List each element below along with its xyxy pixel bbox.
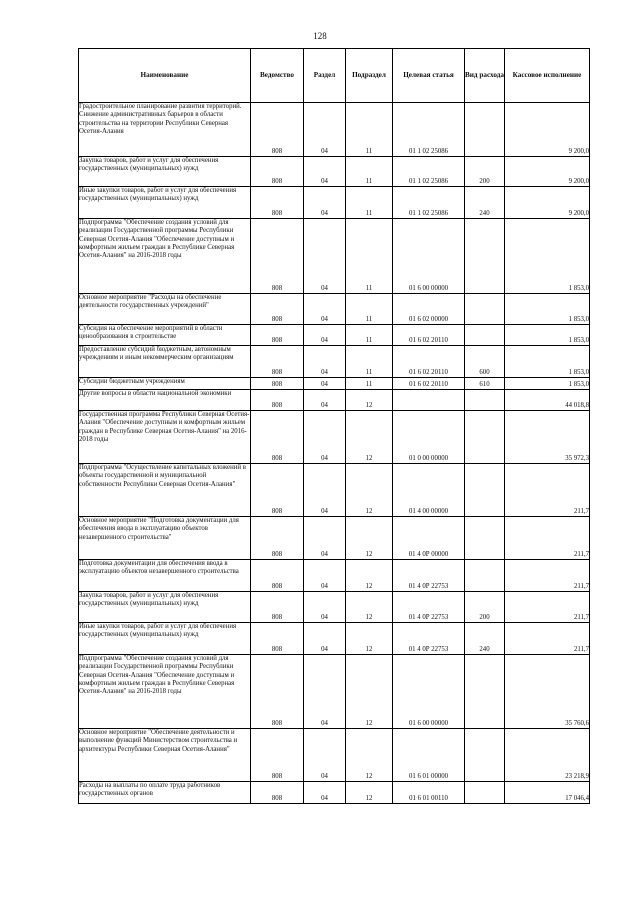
row-name: Подготовка документации для обеспечения ввода в эксплуатацию объектов незавершенного строительства — [79, 560, 251, 592]
table-row — [79, 623, 590, 655]
row-podrazdel: 11 — [346, 346, 393, 378]
row-summa: 211,7 — [505, 623, 590, 655]
row-razdel: 04 — [304, 655, 346, 729]
row-vid-raskhoda — [465, 729, 505, 782]
row-summa: 9 200,0 — [505, 157, 590, 187]
row-summa: 1 853,0 — [505, 346, 590, 378]
row-name: Субсидия на обеспечение мероприятий в области ценообразования в строительстве — [79, 325, 251, 346]
row-vedomstvo: 808 — [251, 464, 304, 517]
row-vid-raskhoda — [465, 325, 505, 346]
row-summa: 1 853,0 — [505, 378, 590, 390]
row-vedomstvo: 808 — [251, 411, 304, 464]
row-celevaya-statya: 01 6 01 00000 — [393, 729, 465, 782]
row-name: Основное мероприятие "Подготовка документации для обеспечения ввода в эксплуатацию объектов незавершенного строительства" — [79, 517, 251, 560]
row-razdel: 04 — [304, 187, 346, 219]
row-podrazdel: 12 — [346, 782, 393, 804]
row-vid-raskhoda: 200 — [465, 157, 505, 187]
row-razdel: 04 — [304, 346, 346, 378]
row-name: Закупка товаров, работ и услуг для обеспечения государственных (муниципальных) нужд — [79, 592, 251, 623]
table-row — [79, 464, 590, 517]
table-row — [79, 592, 590, 623]
row-vid-raskhoda: 240 — [465, 623, 505, 655]
row-vedomstvo: 808 — [251, 782, 304, 804]
row-podrazdel: 12 — [346, 411, 393, 464]
row-podrazdel: 12 — [346, 729, 393, 782]
row-name: Предоставление субсидий бюджетным, автономным учреждениям и иным некоммерческим организациям — [79, 346, 251, 378]
row-podrazdel: 11 — [346, 157, 393, 187]
row-name: Основное мероприятие "Обеспечение деятельности и выполнение функций Министерством строительства и архитектуры Республики Северная Осетия-Алания" — [79, 729, 251, 782]
row-celevaya-statya: 01 6 01 00110 — [393, 782, 465, 804]
row-vedomstvo: 808 — [251, 103, 304, 157]
row-vedomstvo: 808 — [251, 294, 304, 325]
table-row — [79, 103, 590, 157]
row-vedomstvo: 808 — [251, 655, 304, 729]
row-name: Субсидии бюджетным учреждениям — [79, 378, 251, 390]
row-summa: 211,7 — [505, 464, 590, 517]
table-row — [79, 411, 590, 464]
row-razdel: 04 — [304, 390, 346, 411]
row-celevaya-statya: 01 6 00 00000 — [393, 655, 465, 729]
row-celevaya-statya: 01 6 02 20110 — [393, 346, 465, 378]
row-summa: 35 760,6 — [505, 655, 590, 729]
row-celevaya-statya: 01 6 00 00000 — [393, 219, 465, 294]
row-celevaya-statya: 01 1 02 25086 — [393, 103, 465, 157]
row-vid-raskhoda — [465, 560, 505, 592]
header-celevaya-statya: Целевая статья — [393, 49, 465, 103]
budget-execution-table — [78, 48, 590, 804]
row-vid-raskhoda — [465, 411, 505, 464]
row-razdel: 04 — [304, 219, 346, 294]
table-row — [79, 782, 590, 804]
table-row — [79, 219, 590, 294]
row-razdel: 04 — [304, 325, 346, 346]
row-summa: 9 200,0 — [505, 103, 590, 157]
table-row — [79, 378, 590, 390]
row-razdel: 04 — [304, 623, 346, 655]
row-razdel: 04 — [304, 782, 346, 804]
table-row — [79, 655, 590, 729]
table-row — [79, 729, 590, 782]
table-row — [79, 187, 590, 219]
row-podrazdel: 12 — [346, 517, 393, 560]
header-podrazdel: Подраздел — [346, 49, 393, 103]
table-row — [79, 346, 590, 378]
row-celevaya-statya: 01 1 02 25086 — [393, 157, 465, 187]
row-vedomstvo: 808 — [251, 623, 304, 655]
row-razdel: 04 — [304, 411, 346, 464]
row-vedomstvo: 808 — [251, 560, 304, 592]
row-vedomstvo: 808 — [251, 592, 304, 623]
row-summa: 1 853,0 — [505, 219, 590, 294]
row-celevaya-statya: 01 6 02 00000 — [393, 294, 465, 325]
table-header-row — [79, 49, 590, 103]
row-name: Иные закупки товаров, работ и услуг для обеспечения государственных (муниципальных) нужд — [79, 187, 251, 219]
row-razdel: 04 — [304, 103, 346, 157]
row-podrazdel: 12 — [346, 592, 393, 623]
row-vid-raskhoda: 200 — [465, 592, 505, 623]
row-razdel: 04 — [304, 464, 346, 517]
row-podrazdel: 12 — [346, 390, 393, 411]
row-vid-raskhoda — [465, 782, 505, 804]
table-row — [79, 560, 590, 592]
table-row — [79, 325, 590, 346]
row-razdel: 04 — [304, 729, 346, 782]
row-vid-raskhoda: 600 — [465, 346, 505, 378]
row-podrazdel: 11 — [346, 294, 393, 325]
row-name: Другие вопросы в области национальной экономики — [79, 390, 251, 411]
row-vedomstvo: 808 — [251, 517, 304, 560]
row-summa: 23 218,9 — [505, 729, 590, 782]
row-razdel: 04 — [304, 378, 346, 390]
row-celevaya-statya: 01 0 00 00000 — [393, 411, 465, 464]
header-vid-raskhoda: Вид расхода — [465, 49, 505, 103]
header-razdel: Раздел — [304, 49, 346, 103]
row-celevaya-statya: 01 1 02 25086 — [393, 187, 465, 219]
row-podrazdel: 12 — [346, 655, 393, 729]
row-name: Подпрограмма "Обеспечение создания условий для реализации Государственной программы Республики Северная Осетия-Алания "Обеспечение доступным и комфортным жильем граждан в Республике Северная Осетия-Алания" на 2016-2018 годы — [79, 655, 251, 729]
row-podrazdel: 12 — [346, 623, 393, 655]
row-name: Градостроительное планирование развития территорий. Снижение административных барьеров в области строительства на территории Республики Северная Осетия-Алания — [79, 103, 251, 157]
row-celevaya-statya: 01 4 0Р 22753 — [393, 623, 465, 655]
row-vid-raskhoda — [465, 517, 505, 560]
row-razdel: 04 — [304, 157, 346, 187]
row-summa: 17 046,4 — [505, 782, 590, 804]
row-summa: 44 018,8 — [505, 390, 590, 411]
row-name: Основное мероприятие "Расходы на обеспечение деятельности государственных учреждений" — [79, 294, 251, 325]
row-summa: 35 972,3 — [505, 411, 590, 464]
header-vedomstvo: Ведомство — [251, 49, 304, 103]
row-razdel: 04 — [304, 560, 346, 592]
row-vid-raskhoda — [465, 219, 505, 294]
row-summa: 1 853,0 — [505, 294, 590, 325]
row-name: Подпрограмма "Осуществление капитальных вложений в объекты государственной и муниципальной собственности Республики Северная Осетия-Алания" — [79, 464, 251, 517]
row-razdel: 04 — [304, 294, 346, 325]
row-vid-raskhoda — [465, 103, 505, 157]
header-kassovoe-ispolnenie: Кассовое исполнение — [505, 49, 590, 103]
row-podrazdel: 11 — [346, 325, 393, 346]
row-vid-raskhoda — [465, 464, 505, 517]
row-celevaya-statya: 01 6 02 20110 — [393, 378, 465, 390]
row-summa: 1 853,0 — [505, 325, 590, 346]
row-summa: 211,7 — [505, 517, 590, 560]
row-summa: 9 200,0 — [505, 187, 590, 219]
row-celevaya-statya: 01 4 00 00000 — [393, 464, 465, 517]
row-name: Закупка товаров, работ и услуг для обеспечения государственных (муниципальных) нужд — [79, 157, 251, 187]
row-podrazdel: 12 — [346, 464, 393, 517]
header-name: Наименование — [79, 49, 251, 103]
table-row — [79, 294, 590, 325]
row-name: Государственная программа Республики Северная Осетия-Алания "Обеспечение доступным и комфортным жильем граждан в Республике Северная Осетия-Алания" на 2016-2018 годы — [79, 411, 251, 464]
row-vedomstvo: 808 — [251, 346, 304, 378]
row-vedomstvo: 808 — [251, 187, 304, 219]
row-vedomstvo: 808 — [251, 219, 304, 294]
row-vedomstvo: 808 — [251, 390, 304, 411]
row-vid-raskhoda: 610 — [465, 378, 505, 390]
row-name: Иные закупки товаров, работ и услуг для обеспечения государственных (муниципальных) нужд — [79, 623, 251, 655]
table-row — [79, 157, 590, 187]
row-celevaya-statya: 01 6 02 20110 — [393, 325, 465, 346]
row-vid-raskhoda: 240 — [465, 187, 505, 219]
row-vedomstvo: 808 — [251, 378, 304, 390]
row-podrazdel: 11 — [346, 187, 393, 219]
row-celevaya-statya: 01 4 0Р 00000 — [393, 517, 465, 560]
page-number: 128 — [313, 31, 327, 41]
row-podrazdel: 11 — [346, 103, 393, 157]
row-celevaya-statya: 01 4 0Р 22753 — [393, 560, 465, 592]
row-razdel: 04 — [304, 592, 346, 623]
row-celevaya-statya: 01 4 0Р 22753 — [393, 592, 465, 623]
row-name: Подпрограмма "Обеспечение создания условий для реализации Государственной программы Республики Северная Осетия-Алания "Обеспечение доступным и комфортным жильем граждан в Республике Северная Осетия-Алания" на 2016-2018 годы — [79, 219, 251, 294]
row-summa: 211,7 — [505, 560, 590, 592]
row-vedomstvo: 808 — [251, 157, 304, 187]
row-podrazdel: 12 — [346, 560, 393, 592]
row-podrazdel: 11 — [346, 378, 393, 390]
row-vid-raskhoda — [465, 294, 505, 325]
row-podrazdel: 11 — [346, 219, 393, 294]
row-razdel: 04 — [304, 517, 346, 560]
table-row — [79, 517, 590, 560]
row-name: Расходы на выплаты по оплате труда работников государственных органов — [79, 782, 251, 804]
table-row — [79, 390, 590, 411]
row-vedomstvo: 808 — [251, 729, 304, 782]
row-celevaya-statya — [393, 390, 465, 411]
row-vedomstvo: 808 — [251, 325, 304, 346]
row-vid-raskhoda — [465, 655, 505, 729]
row-summa: 211,7 — [505, 592, 590, 623]
row-vid-raskhoda — [465, 390, 505, 411]
